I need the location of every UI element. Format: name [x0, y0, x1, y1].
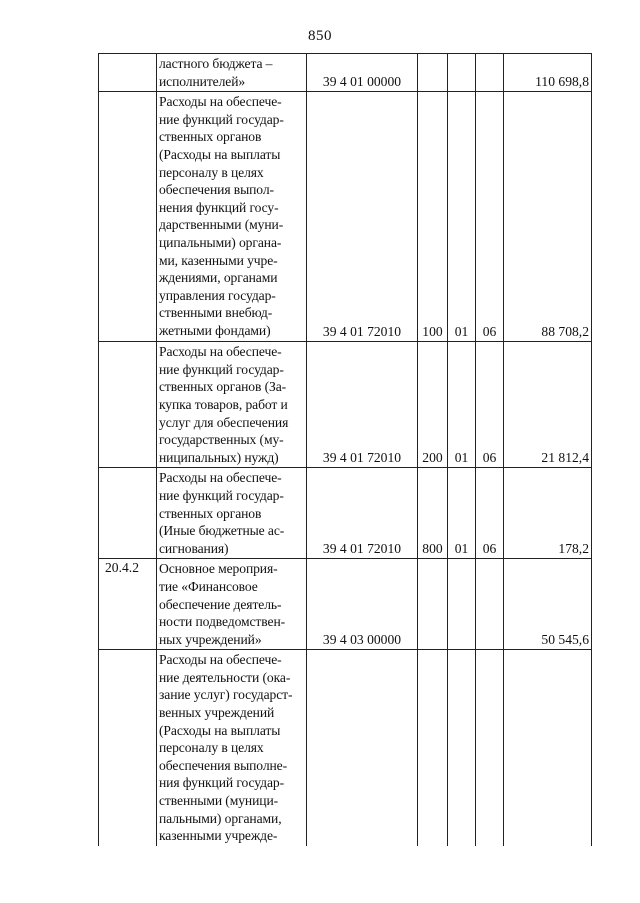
- row-number-cell: [99, 650, 157, 846]
- expense-type-cell: 200: [418, 342, 448, 468]
- row-number-cell: [99, 468, 157, 559]
- description-line: ние функций государ-: [159, 111, 284, 127]
- amount-cell: 88 708,2: [504, 92, 592, 342]
- section-cell: 01: [448, 468, 476, 559]
- expense-type-cell: 800: [418, 468, 448, 559]
- description-line: (Расходы на выплаты: [159, 146, 281, 162]
- description-line: Расходы на обеспече-: [159, 652, 282, 668]
- description-line: ние деятельности (ока-: [159, 669, 291, 685]
- section-cell: [448, 650, 476, 846]
- table-row: [99, 54, 592, 92]
- description-line: купка товаров, работ и: [159, 396, 288, 412]
- description-line: дарственными (муни-: [159, 217, 284, 233]
- table-row: [99, 559, 592, 650]
- description-line: ственными (муници-: [159, 793, 279, 809]
- description-line: ности подведомствен-: [159, 614, 286, 630]
- description-line: (Расходы на выплаты: [159, 722, 281, 738]
- subsection-cell: 06: [476, 92, 504, 342]
- budget-table: [98, 53, 592, 846]
- description-cell: [157, 468, 307, 559]
- description-line: ственных органов: [159, 129, 262, 145]
- description-line: Расходы на обеспече-: [159, 344, 282, 360]
- description-line: казенными учрежде-: [159, 828, 278, 844]
- description-line: пальными) органами,: [159, 810, 282, 826]
- description-line: персоналу в целях: [159, 740, 264, 756]
- expense-type-cell: 100: [418, 92, 448, 342]
- description-line: Основное мероприя-: [159, 561, 278, 577]
- description-line: ственных органов: [159, 505, 262, 521]
- description-line: Расходы на обеспече-: [159, 470, 282, 486]
- row-number-cell: [99, 92, 157, 342]
- amount-cell: 178,2: [504, 468, 592, 559]
- table-row: [99, 468, 592, 559]
- subsection-cell: 06: [476, 468, 504, 559]
- section-cell: [448, 54, 476, 92]
- description-cell: [157, 650, 307, 846]
- row-number-cell: [99, 54, 157, 92]
- subsection-cell: 06: [476, 342, 504, 468]
- description-line: ние функций государ-: [159, 361, 284, 377]
- description-line: тие «Финансовое: [159, 578, 258, 594]
- amount-cell: 110 698,8: [504, 54, 592, 92]
- description-line: исполнителей»: [159, 73, 246, 89]
- page-number: 850: [308, 28, 332, 44]
- table-row: [99, 342, 592, 468]
- description-line: обеспечения выполне-: [159, 757, 288, 773]
- description-cell: [157, 559, 307, 650]
- target-code-cell: 39 4 01 72010: [307, 92, 418, 342]
- description-line: жетными фондами): [159, 322, 271, 338]
- target-code-cell: 39 4 01 72010: [307, 342, 418, 468]
- subsection-cell: [476, 559, 504, 650]
- section-cell: 01: [448, 342, 476, 468]
- table-row: [99, 650, 592, 846]
- subsection-cell: [476, 650, 504, 846]
- target-code-cell: [307, 650, 418, 846]
- target-code-cell: 39 4 01 72010: [307, 468, 418, 559]
- description-cell: [157, 342, 307, 468]
- amount-cell: [504, 650, 592, 846]
- section-cell: [448, 559, 476, 650]
- description-line: обеспечения выпол-: [159, 182, 274, 198]
- description-line: ния функций государ-: [159, 775, 285, 791]
- description-line: ждениями, органами: [159, 270, 278, 286]
- table-row: [99, 92, 592, 342]
- description-line: ние функций государ-: [159, 487, 284, 503]
- description-line: венных учреждений: [159, 705, 275, 721]
- description-cell: [157, 92, 307, 342]
- description-line: Расходы на обеспече-: [159, 94, 282, 110]
- expense-type-cell: [418, 650, 448, 846]
- description-line: (Иные бюджетные ас-: [159, 523, 285, 539]
- target-code-cell: 39 4 01 00000: [307, 54, 418, 92]
- description-cell: [157, 54, 307, 92]
- row-number-cell: [99, 342, 157, 468]
- description-line: ственных органов (За-: [159, 379, 287, 395]
- description-line: ластного бюджета –: [159, 56, 273, 71]
- description-line: зание услуг) государст-: [159, 687, 293, 703]
- amount-cell: 50 545,6: [504, 559, 592, 650]
- description-line: сигнования): [159, 540, 229, 556]
- amount-cell: 21 812,4: [504, 342, 592, 468]
- description-line: ственными внебюд-: [159, 305, 273, 321]
- description-line: персоналу в целях: [159, 164, 264, 180]
- description-line: ципальными) органа-: [159, 234, 282, 250]
- description-line: нения функций госу-: [159, 199, 279, 215]
- description-line: управления государ-: [159, 287, 276, 303]
- description-line: услуг для обеспечения: [159, 414, 289, 430]
- description-line: государственных (му-: [159, 432, 284, 448]
- section-cell: 01: [448, 92, 476, 342]
- expense-type-cell: [418, 559, 448, 650]
- subsection-cell: [476, 54, 504, 92]
- description-line: ных учреждений»: [159, 631, 262, 647]
- description-line: ми, казенными учре-: [159, 252, 278, 268]
- target-code-cell: 39 4 03 00000: [307, 559, 418, 650]
- description-line: ниципальных) нужд): [159, 449, 279, 465]
- description-line: обеспечение деятель-: [159, 596, 282, 612]
- row-number-cell: 20.4.2: [99, 559, 157, 650]
- expense-type-cell: [418, 54, 448, 92]
